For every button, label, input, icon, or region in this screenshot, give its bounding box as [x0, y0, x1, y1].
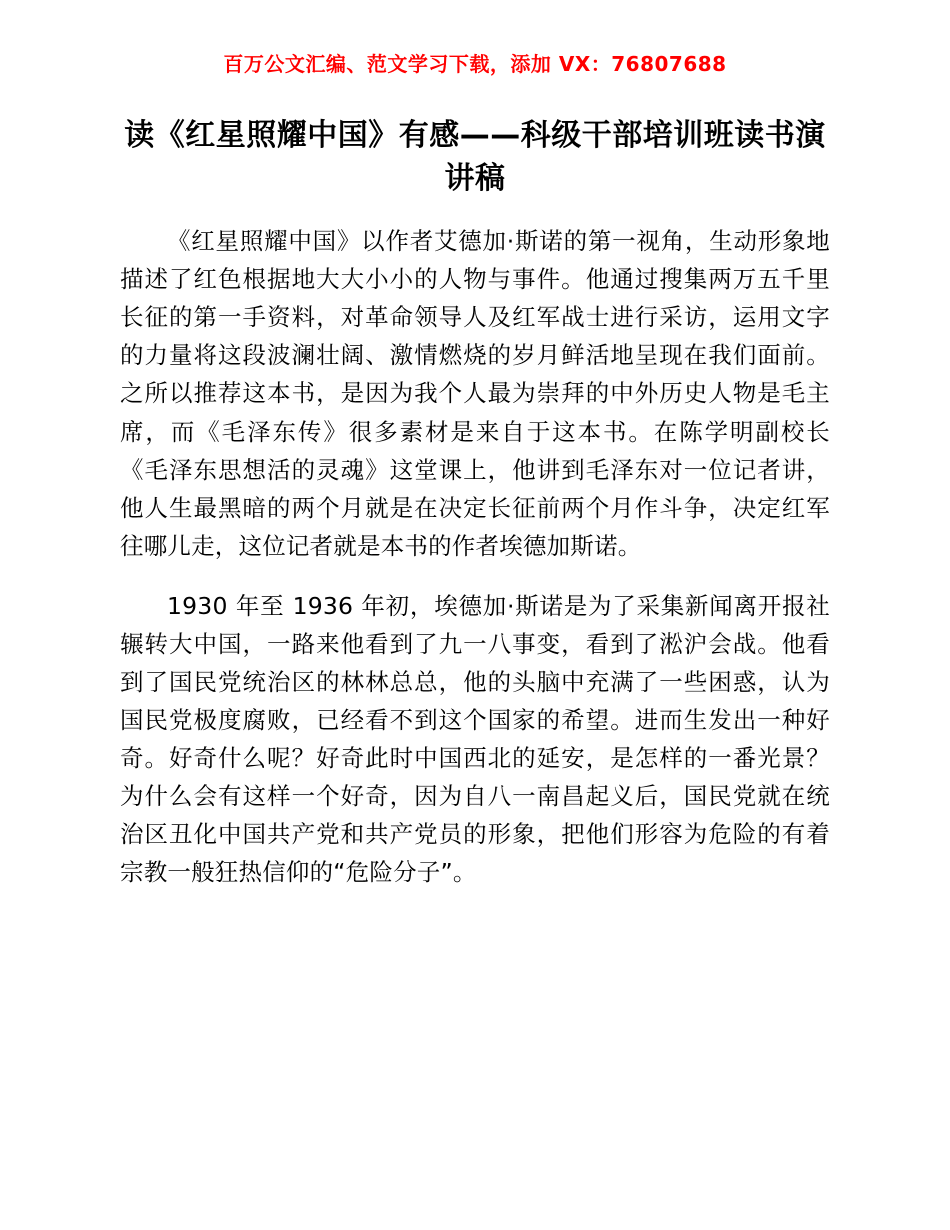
document-body	[120, 222, 830, 891]
paragraph: 《红星照耀中国》以作者艾德加·斯诺的第一视角，生动形象地描述了红色根据地大大小小的人物与事件。他通过搜集两万五千里长征的第一手资料，对革命领导人及红军战士进行采访，运用文字的力量将这段波澜壮阔、激情燃烧的岁月鲜活地呈现在我们面前。之所以推荐这本书，是因为我个人最为崇拜的中外历史人物是毛主席，而《毛泽东传》很多素材是来自于这本书。在陈学明副校长《毛泽东思想活的灵魂》这堂课上，他讲到毛泽东对一位记者讲，他人生最黑暗的两个月就是在决定长征前两个月作斗争，决定红军往哪儿走，这位记者就是本书的作者埃德加斯诺。	[120, 227, 830, 560]
page-title: 读《红星照耀中国》有感——科级干部培训班读书演讲稿	[124, 118, 826, 196]
watermark-banner: 百万公文汇编、范文学习下载，添加 VX：76807688	[223, 52, 727, 76]
paragraph: 1930 年至 1936 年初，埃德加·斯诺是为了采集新闻离开报社辗转大中国，一路来他看到了九一八事变，看到了淞沪会战。他看到了国民党统治区的林林总总，他的头脑中充满了一些困惑，认为国民党极度腐败，已经看不到这个国家的希望。进而生发出一种好奇。好奇什么呢？好奇此时中国西北的延安，是怎样的一番光景？为什么会有这样一个好奇，因为自八一南昌起义后，国民党就在统治区丑化中国共产党和共产党员的形象，把他们形容为危险的有着宗教一般狂热信仰的“危险分子”。	[120, 591, 830, 887]
